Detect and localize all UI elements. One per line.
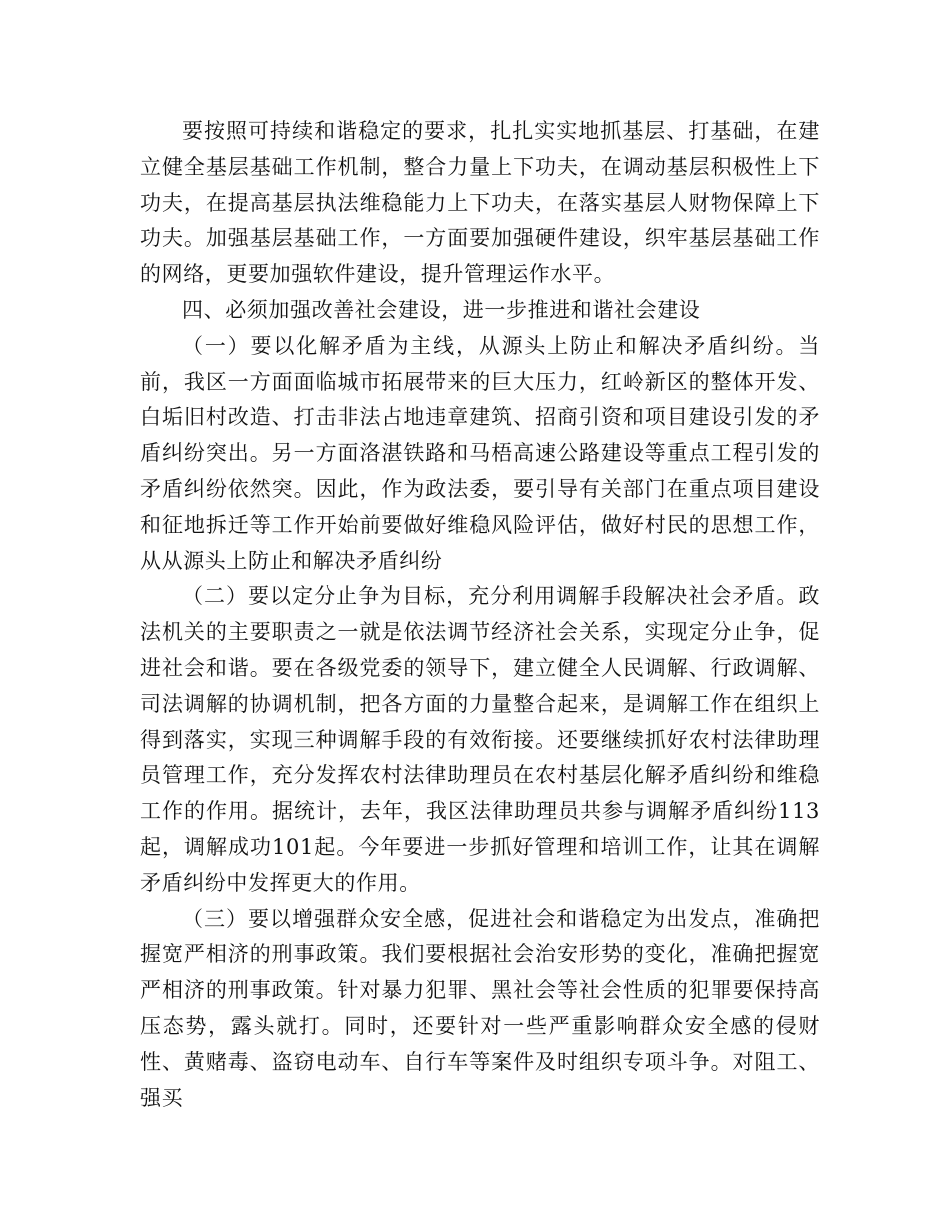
paragraph-grassroots: 要按照可持续和谐稳定的要求，扎扎实实地抓基层、打基础，在建立健全基层基础工作机制，整合力量上下功夫，在调动基层积极性上下功夫，在提高基层执法维稳能力上下功夫，在落实基层人财物保障上下功夫。加强基层基础工作，一方面要加强硬件建设，织牢基层基础工作的网络，更要加强软件建设，提升管理运作水平。: [140, 119, 820, 287]
paragraph-item-one: （一）要以化解矛盾为主线，从源头上防止和解决矛盾纠纷。当前，我区一方面面临城市拓展带来的巨大压力，红岭新区的整体开发、白垢旧村改造、打击非法占地违章建筑、招商引资和项目建设引发的矛盾纠纷突出。另一方面洛湛铁路和马梧高速公路建设等重点工程引发的矛盾纠纷依然突。因此，作为政法委，要引导有关部门在重点项目建设和征地拆迁等工作开始前要做好维稳风险评估，做好村民的思想工作，从从源头上防止和解决矛盾纠纷: [140, 333, 820, 573]
paragraph-item-three: （三）要以增强群众安全感，促进社会和谐稳定为出发点，准确把握宽严相济的刑事政策。我们要根据社会治安形势的变化，准确把握宽严相济的刑事政策。针对暴力犯罪、黑社会等社会性质的犯罪要保持高压态势，露头就打。同时，还要针对一些严重影响群众安全感的侵财性、黄赌毒、盗窃电动车、自行车等案件及时组织专项斗争。对阻工、强买: [140, 906, 820, 1110]
paragraph-item-two: （二）要以定分止争为目标，充分利用调解手段解决社会矛盾。政法机关的主要职责之一就是依法调节经济社会关系，实现定分止争，促进社会和谐。要在各级党委的领导下，建立健全人民调解、行政调解、司法调解的协调机制，把各方面的力量整合起来，是调解工作在组织上得到落实，实现三种调解手段的有效衔接。还要继续抓好农村法律助理员管理工作，充分发挥农村法律助理员在农村基层化解矛盾纠纷和维稳工作的作用。据统计，去年，我区法律助理员共参与调解矛盾纠纷113起，调解成功101起。今年要进一步抓好管理和培训工作，让其在调解矛盾纠纷中发挥更大的作用。: [140, 584, 820, 895]
document-body: [140, 114, 820, 1116]
section-heading-four: 四、必须加强改善社会建设，进一步推进和谐社会建设: [182, 297, 701, 322]
